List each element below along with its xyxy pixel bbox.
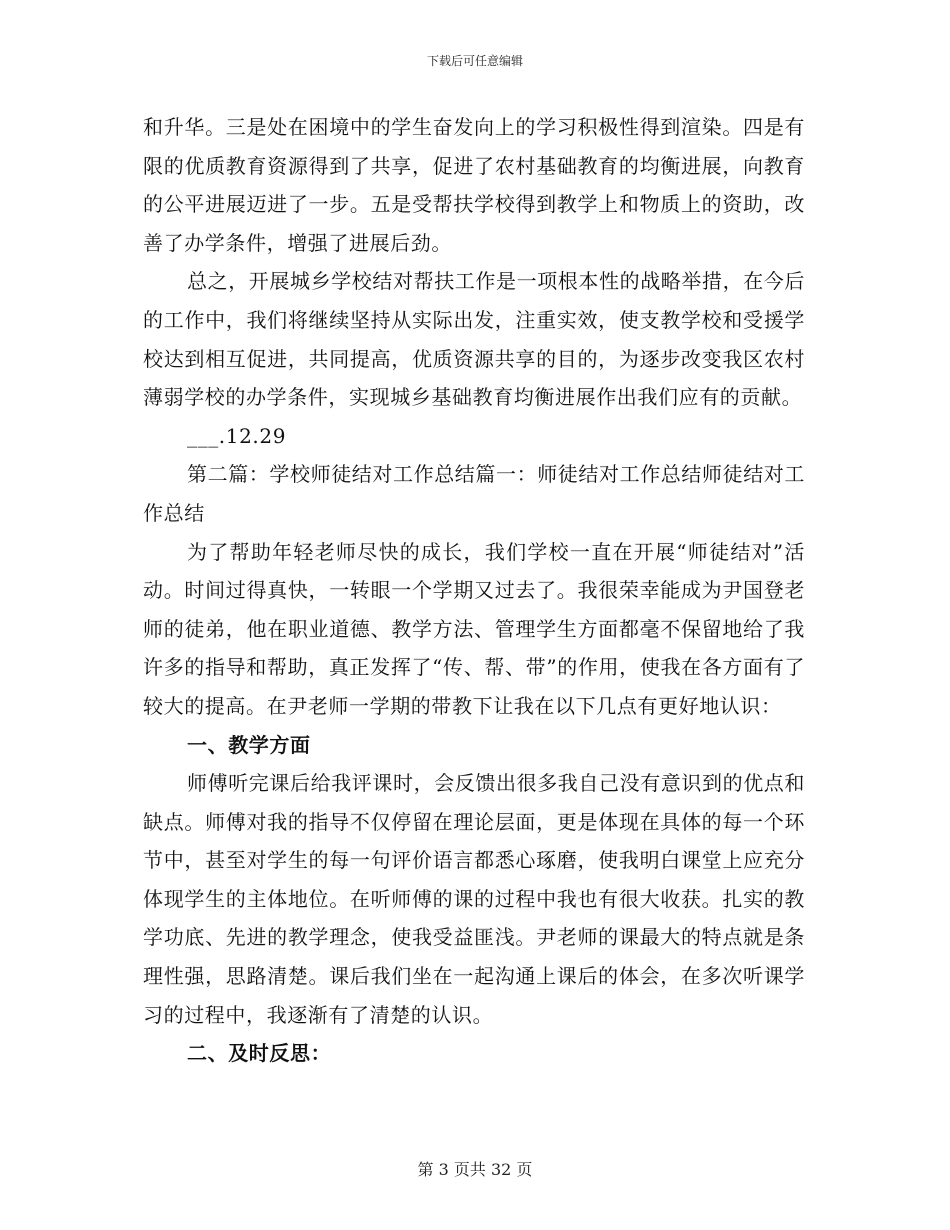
paragraph-teaching: 师傅听完课后给我评课时，会反馈出很多我自己没有意识到的优点和缺点。师傅对我的指导不仅停留在理论层面，更是体现在具体的每一个环节中，甚至对学生的每一句评价语言都悉心琢磨，使我明白课堂上应充分体现学生的主体地位。在听师傅的课的过程中我也有很大收获。扎实的教学功底、先进的教学理念，使我受益匪浅。尹老师的课最大的特点就是条理性强，思路清楚。课后我们坐在一起沟通上课后的体会，在多次听课学习的过程中，我逐渐有了清楚的认识。 xyxy=(143,771,805,1027)
document-body xyxy=(143,108,805,1073)
page-header: 下载后可任意编辑 xyxy=(426,54,523,68)
date-line: ___.12.29 xyxy=(187,423,287,448)
paragraph-intro: 为了帮助年轻老师尽快的成长，我们学校一直在开展“师徒结对”活动。时间过得真快，一转眼一个学期又过去了。我很荣幸能成为尹国登老师的徒弟，他在职业道德、教学方法、管理学生方面都毫不保留地给了我许多的指导和帮助，真正发挥了“传、帮、带”的作用，使我在各方面有了较大的提高。在尹老师一学期的带教下让我在以下几点有更好地认识： xyxy=(143,539,805,718)
section-title: 第二篇：学校师徒结对工作总结篇一：师徒结对工作总结师徒结对工作总结 xyxy=(143,462,805,525)
heading-reflection: 二、及时反思： xyxy=(187,1041,332,1066)
paragraph-conclusion: 总之，开展城乡学校结对帮扶工作是一项根本性的战略举措，在今后的工作中，我们将继续坚持从实际出发，注重实效，使支教学校和受援学校达到相互促进，共同提高，优质资源共享的目的，为逐步改变我区农村薄弱学校的办学条件，实现城乡基础教育均衡进展作出我们应有的贡献。 xyxy=(143,269,805,410)
heading-teaching: 一、教学方面 xyxy=(187,732,311,757)
page-footer: 第 3 页共 32 页 xyxy=(417,1160,533,1179)
paragraph-continuation: 和升华。三是处在困境中的学生奋发向上的学习积极性得到渲染。四是有限的优质教育资源得到了共享，促进了农村基础教育的均衡进展，向教育的公平进展迈进了一步。五是受帮扶学校得到教学上和物质上的资助，改善了办学条件，增强了进展后劲。 xyxy=(143,115,805,255)
